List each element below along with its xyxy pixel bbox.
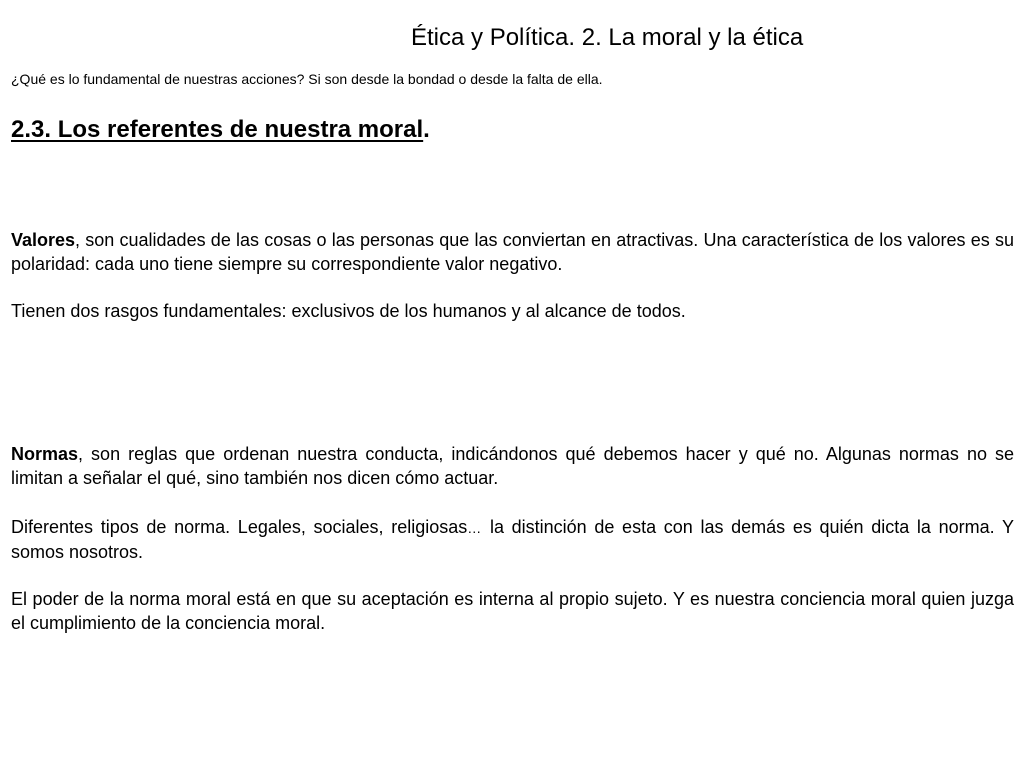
paragraph-tipos-ellipsis: … (467, 520, 483, 536)
slide-subtitle: ¿Qué es lo fundamental de nuestras acciones? Si son desde la bondad o desde la falta de ella. (11, 71, 603, 87)
section-heading (11, 114, 430, 146)
section-heading-text: 2.3. Los referentes de nuestra moral (11, 116, 424, 143)
paragraph-poder: El poder de la norma moral está en que su aceptación es interna al propio sujeto. Y es nuestra conciencia moral quien juzga el cumplimiento de la conciencia moral. (11, 589, 1014, 633)
paragraph-normas (11, 442, 1014, 490)
term-normas: Normas (11, 444, 79, 464)
paragraph-tipos (11, 515, 1014, 564)
paragraph-rasgos: Tienen dos rasgos fundamentales: exclusivos de los humanos y al alcance de todos. (11, 301, 686, 321)
section-heading-period: . (423, 116, 430, 143)
term-valores: Valores (11, 230, 76, 250)
paragraph-tipos-text-before: Diferentes tipos de norma. Legales, sociales, religiosas (11, 517, 468, 537)
paragraph-valores-text: , son cualidades de las cosas o las personas que las conviertan en atractivas. Una característica de los valores es su polaridad: cada uno tiene siempre su correspondiente valor negativo. (11, 230, 1014, 274)
paragraph-tipos-text-after: la distinción de esta con las demás es quién dicta la norma. Y somos nosotros. (11, 517, 1014, 562)
paragraph-normas-text: , son reglas que ordenan nuestra conducta, indicándonos qué debemos hacer y qué no. Algunas normas no se limitan a señalar el qué, sino también nos dicen cómo actuar. (11, 444, 1014, 488)
slide-title: Ética y Política. 2. La moral y la ética (411, 24, 804, 51)
paragraph-valores (11, 228, 1014, 276)
